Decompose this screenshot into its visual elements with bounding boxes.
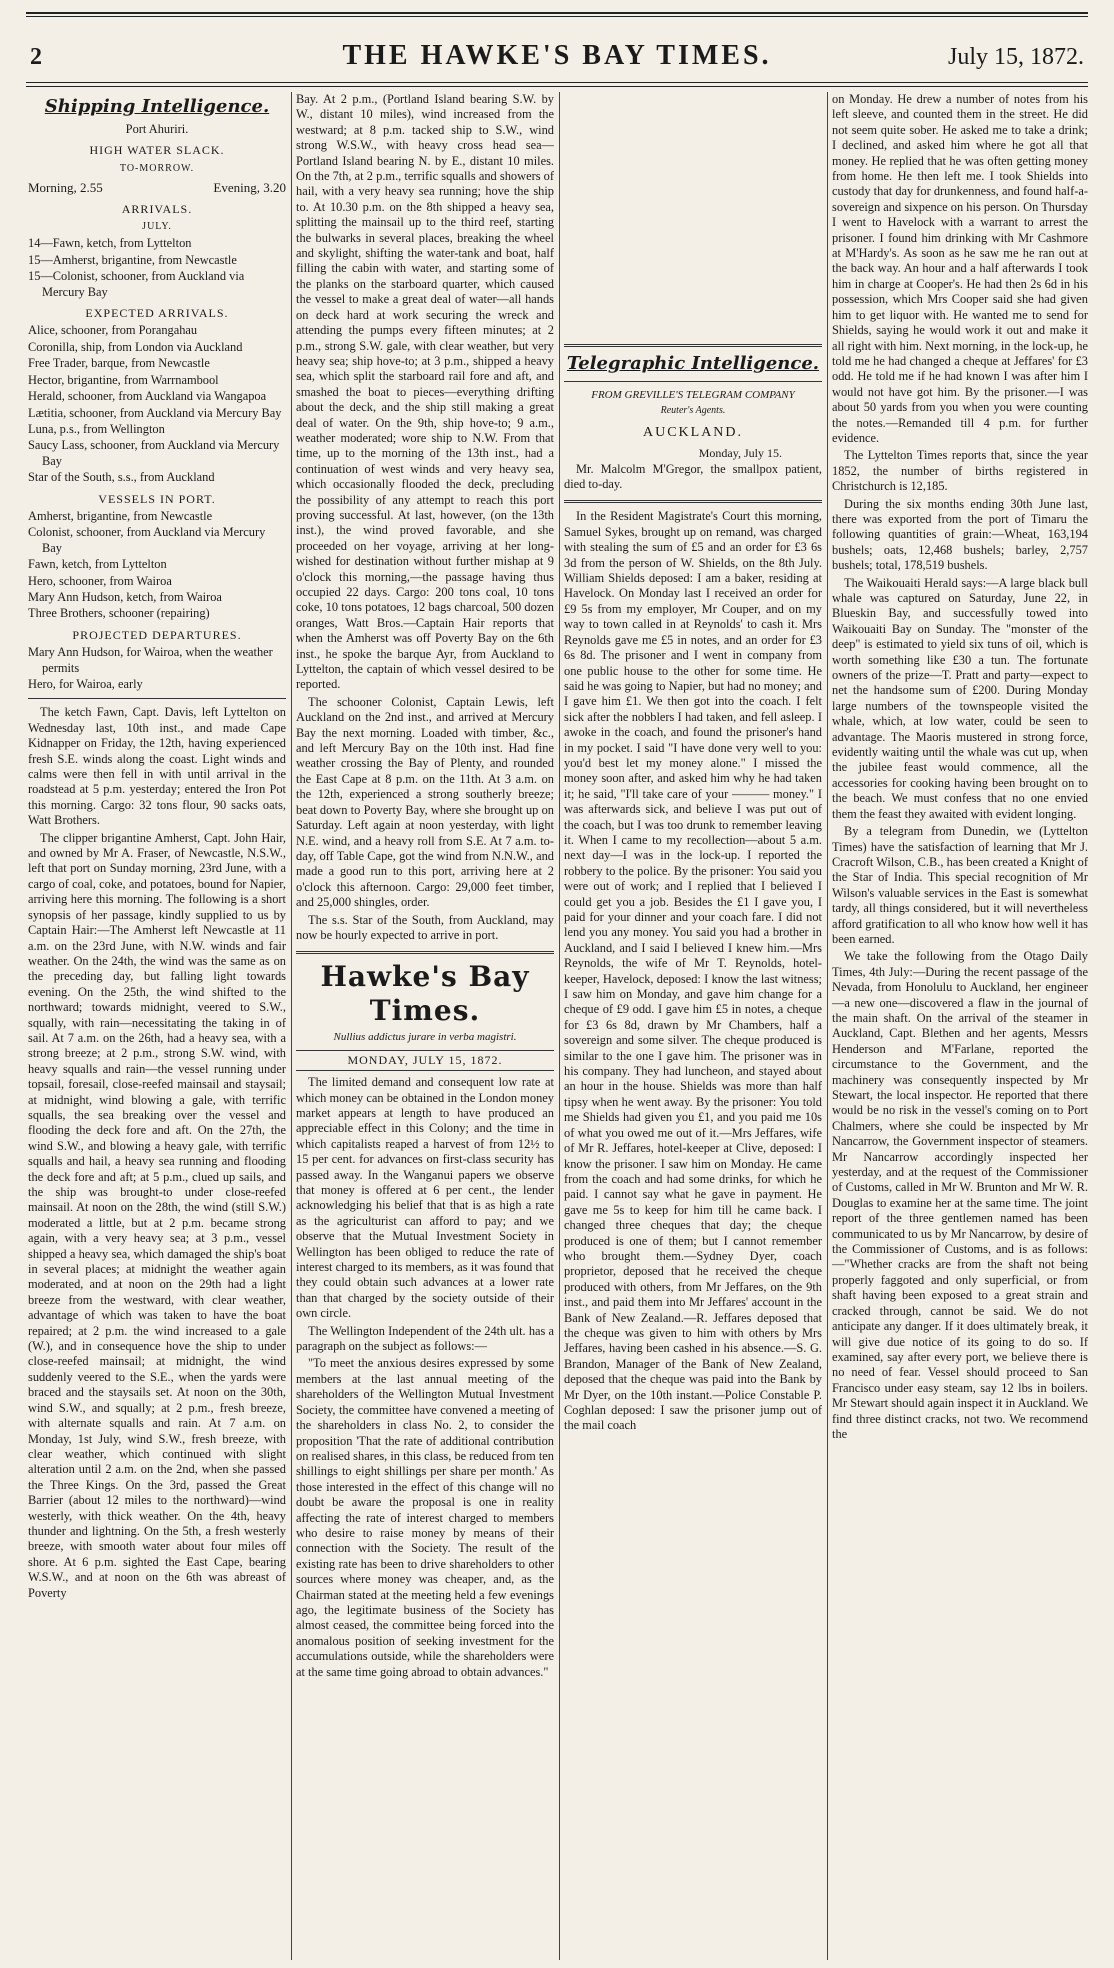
editorial-date: MONDAY, JULY 15, 1872.: [296, 1050, 554, 1071]
colonist-report: The schooner Colonist, Captain Lewis, left Auckland on the 2nd inst., and arrived at Mercury Bay the next morning. Loaded with timber, &c., and left Mercury Bay on the 10th inst. Had fine weather crossing the Bay of Plenty, and rounded the East Cape at 8 p.m. on the 11th. At 3 a.m. on the 12th, experienced a strong southerly breeze; beat down to Poverty Bay, where she brought up on Saturday. Left again at noon yesterday, with light N.E. wind, and a heavy roll from S.E. At 7 a.m. to-day, off Table Cape, got the wind from N.N.W., and made a good run to this port, arriving here at 2 o'clock this afternoon. Cargo: 29,000 feet timber, and 25,000 shingles, order.: [296, 694, 554, 910]
newspaper-title: THE HAWKE'S BAY TIMES.: [342, 40, 772, 71]
in-port-label: VESSELS IN PORT.: [98, 491, 216, 506]
editorial-paper-name: Hawke's Bay Times.: [320, 960, 530, 1028]
in-port-item: Fawn, ketch, from Lyttelton: [28, 557, 167, 572]
tomorrow-label: TO-MORROW.: [119, 162, 195, 174]
shipping-heading: Shipping Intelligence.: [44, 96, 270, 117]
expected-item: Luna, p.s., from Wellington: [28, 421, 165, 436]
expected-label: EXPECTED ARRIVALS.: [85, 306, 229, 321]
top-rule-thin: [26, 16, 1088, 17]
telegram-agents: Reuter's Agents.: [660, 405, 726, 417]
top-rule: [26, 12, 1088, 14]
in-port-item: Three Brothers, schooner (repairing): [28, 606, 210, 621]
star-report: The s.s. Star of the South, from Auckland, may now be hourly expected to arrive in port.: [296, 912, 554, 942]
telegram-text: Mr. Malcolm M'Gregor, the smallpox patient, died to-day.: [564, 461, 822, 492]
expected-item: Lætitia, schooner, from Auckland via Mercury Bay: [28, 405, 282, 420]
arrivals-month: JULY.: [142, 221, 172, 233]
expected-item: Saucy Lass, schooner, from Auckland via Mercury Bay: [28, 438, 280, 468]
expected-item: Alice, schooner, from Porangahau: [28, 323, 198, 338]
column-4: [832, 92, 1088, 1960]
departure-item: Hero, for Wairoa, early: [28, 677, 143, 691]
arrival-item: 15—Colonist, schooner, from Auckland via Mercury Bay: [28, 269, 245, 299]
paper-motto: Nullius addictus jurare in verba magistri.: [333, 1031, 517, 1044]
masthead: [30, 38, 1084, 78]
arrival-item: 14—Fawn, ketch, from Lyttelton: [28, 236, 192, 251]
nevada-note: We take the following from the Otago Daily Times, 4th July:—During the recent passage of the Nevada, from Honolulu to Auckland, her engineer—a new one—discovered a flaw in the journal of the main shaft. On the arrival of the steamer in Auckland, Capt. Blethen and her agents, Messrs Henderson and M'Farlane, reported the circumstance to the Government, and the machinery was consequently inspected by Mr Stewart, the local inspector. He reported that there would be no risk in the vessel's coming on to Port Chalmers, where she could be inspected by Mr Nancarrow, the Government inspector of steamers. Mr Nancarrow accordingly inspected her yesterday, and at the request of the Commissioner of Customs, called in Mr W. Brunton and Mr W. R. Douglas to examine her at the same time. The joint report of the three gentlemen named has been communicated to us by Mr Nancarrow, by desire of the Commissioner of Customs, and is as follows:—"Whether cracks are from the shaft not being properly faggoted and only superficial, or from shaft having been exposed to a great strain and cracked through, cannot be said. We do not anticipate any danger. If it does ultimately break, it will give due notice of its going to do so. If examined, say after every port, we believe there is no need of fear. Vessel should proceed to San Francisco under easy steam, say 12 lbs in boilers. Mr Stewart should again inspect it in Auckland. We find three distinct cracks, not two. We recommend the: [832, 949, 1088, 1441]
whale-note: The Waikouaiti Herald says:—A large black bull whale was captured on Saturday, June 22, in Blueskin Bay, and successfully towed into Waikouaiti Bay on Sunday. The "monster of the deep" is estimated to yield six tuns of oil, which is worth something like £30 a tun. The fortunate owners of the prize—T. Pratt and party—expect to net the handsome sum of £200. During Monday large numbers of the townspeople visited the whale, which, at low water, could be seen to advantage. The Maoris mustered in strong force, evidently waiting until the whale was cut up, when the jubilee feast would commence, all the accessories for cooking having been brought on to the beach. We must confess that no one envied them the feast they awaited with evident longing.: [832, 575, 1088, 821]
departure-item: Mary Ann Hudson, for Wairoa, when the weather permits: [28, 645, 273, 675]
separator: [564, 344, 822, 347]
high-water-label: HIGH WATER SLACK.: [89, 143, 225, 158]
telegram-city: AUCKLAND.: [642, 424, 744, 440]
in-port-item: Hero, schooner, from Wairoa: [28, 573, 172, 588]
telegraphic-heading: Telegraphic Intelligence.: [566, 353, 820, 374]
editorial-paragraph: The limited demand and consequent low rate at which money can be obtained in the London money market appears at length to have produced an appreciable effect in this Colony; and the time in which capitalists reaped a harvest of from 12½ to 15 per cent. for advances on first-class security has passed away. In the Wanganui papers we observe that money is offered at 6 per cent., the lender acknowledging his belief that that is as high a rate as the agriculturist can afford to pay; and we observe that the Mutual Investment Society in Wellington has been obliged to reduce the rate of interest charged to its members, as it was found that they could obtain such advances at a lower rate than that charged by the society outside of their own circle.: [296, 1075, 554, 1321]
tide-times: [28, 180, 286, 195]
port-name: Port Ahuriri.: [125, 122, 189, 136]
evening-tide: Evening, 3.20: [213, 180, 286, 196]
expected-item: Coronilla, ship, from London via Auckland: [28, 339, 243, 354]
in-port-item: Colonist, schooner, from Auckland via Mercury Bay: [28, 525, 266, 555]
masthead-rule: [26, 82, 1088, 83]
departures-label: PROJECTED DEPARTURES.: [72, 627, 242, 642]
telegram-agency: FROM GREVILLE'S TELEGRAM COMPANY: [591, 389, 795, 401]
timaru-note: During the six months ending 30th June last, there was exported from the port of Timaru the following quantities of grain:—Wheat, 163,194 bushels; oats, 12,468 bushels; barley, 2,757 bushels; total, 178,519 bushels.: [832, 496, 1088, 573]
amherst-report: The clipper brigantine Amherst, Capt. John Hair, and owned by Mr A. Fraser, of Newcastle, N.S.W., left that port on Sunday morning, 23rd June, with a cargo of coal, coke, and potatoes, bound for Napier, arriving here this morning. The following is a short synopsis of her passage, kindly supplied to us by Captain Hair:—The Amherst left Newcastle at 11 a.m. on the 23rd June, with N.W. winds and fair weather. On the 24th, the wind was the same as on the preceding day, but falling light towards evening. On the 25th, the wind shifted to the northward; towards midnight, veered to S.W., squally, with rain—necessitating the taking in of sail. At 7 a.m. on the 26th, had a heavy sea, with a strong breeze; at 2 p.m., strong S.W. wind, with heavy squalls and rain—the vessel running under topsail, foresail, close-reefed mainsail and staysail; at midnight, wind blowing a gale, with terrific squalls, the sea breaking over the vessel and flooding the deck fore and aft. On the 27th, the wind S.W., and blowing a heavy gale, with terrific squalls and hail, a heavy sea running and flooding the deck fore and aft; at 5 p.m., clued up sails, and the ship was brought-to under close-reefed mainsail. At noon on the 28th, the wind (still S.W.) moderated a little, but at 2 p.m. became strong again, with a very heavy sea; at 3 p.m., vessel shipped a heavy sea, which damaged the ship's boat in several places; at midnight the weather again moderated, and at noon on the 29th had a light breeze from the westward, with clear weather, advantage of which was taken to have the boat repaired; at 2 p.m. the wind increased to a gale (W.), and in consequence hove the ship to under close-reefed mainsail; at midnight, the wind suddenly veered to the S.E., when the yards were braced and the staysails set. At noon on the 30th, wind S.W., and squally; at 2 p.m., fresh breeze, with alternate squalls and rain. At 7 a.m. on Monday, 1st July, wind S.W., fresh breeze, with clear weather, which continued with slight alteration until 2 a.m. on the 2nd, when she passed the Three Kings. On the 3rd, passed the Great Barrier (about 12 miles to the northward)—wind westerly, with thick weather. On the 4th, heavy thunder and lightning. On the 5th, a fresh westerly breeze, with smooth water about four miles off shore. At 6 p.m. sighted the East Cape, bearing W.S.W., and at noon on the 6th was abreast of Poverty: [28, 830, 286, 1600]
amherst-report-continued: Bay. At 2 p.m., (Portland Island bearing S.W. by W., distant 10 miles), wind increased from the westward; at 8 p.m. tacked ship to S.W., wind strong W.S.W., with heavy cross head sea—Portland Island bearing N. by E., distant 10 miles. On the 7th, at 2 p.m., terrific squalls and showers of hail, with a very heavy sea running; hove the ship to. At 10.30 p.m. on the 8th shipped a heavy sea, splitting the mainsail up to the third reef, starting the bulwarks in several places, breaking the wheel and skylight, shifting the water-tank and boat, half filling the cabin with water, and starting some of the planks on the starboard quarter, which caused the vessel to make a great deal of water—all hands on deck hard at work securing the wreck and attending the pumps every fifteen minutes; at 2 p.m., strong S.W. gale, with clear weather, but very heavy sea; ship hove-to; at 3 p.m., shipped a heavy sea, which split the starboard rail fore and aft, and smashed the boat to pieces—everything drifting about the deck, and the ship still making a great deal of water. On the 9th, ship hove-to; 9 a.m., weather moderated; wore ship to N.W. From that time, up to the morning of the 13th inst., had a continuation of west winds and very heavy sea, which occasionally flooded the deck, precluding the possibility of any attempt to reach this port proving successful. At last, however, (on the 13th inst.), the wind proved favorable, and she proceeded on her voyage, arriving at her long-wished for destination without further mishap at 9 o'clock this morning,—the passage having thus occupied 22 days. Cargo: 200 tons coal, 10 tons coke, 10 tons potatoes, 12 bags charcoal, 500 dozen oranges, Watt Bros.—Captain Hair reports that when the Amherst was off Poverty Bay on the 6th inst., he spoke the barque Ayr, from Auckland to Lyttelton, the captain of which vessel desired to be reported.: [296, 92, 554, 692]
editorial-quote-spill: [564, 92, 822, 336]
expected-item: Free Trader, barque, from Newcastle: [28, 356, 210, 371]
telegram-date: Monday, July 15.: [698, 446, 782, 461]
arrivals-label: ARRIVALS.: [121, 201, 193, 216]
in-port-item: Amherst, brigantine, from Newcastle: [28, 508, 213, 523]
expected-item: Hector, brigantine, from Warrnambool: [28, 372, 219, 387]
editorial-paragraph: The Wellington Independent of the 24th ult. has a paragraph on the subject as follows:—: [296, 1323, 554, 1354]
column-divider: [291, 92, 292, 1960]
editorial-quote: "To meet the anxious desires expressed by some members at the last annual meeting of the shareholders of the Wellington Mutual Investment Society, the committee have convened a meeting of the shareholders in class No. 2, to consider the proposition 'That the rate of additional contribution on realised shares, in this class, be reduced from ten shillings to eight shillings per share per month.' As those interested in the effect of this change will no doubt be aware the proposal is one in reality affecting the rate of interest charged to members who desire to raise money by means of their connection with the Society. The result of the existing rate has been to drive shareholders to other sources where money was cheaper, and, as the Chairman stated at the meeting held a few evenings ago, the legitimate business of the Society has almost ceased, the committee being forced into the anomalous position of seeking investment for the accumulations outside, while the shareholders were at the same time going abroad to obtain advances.": [296, 1356, 554, 1679]
expected-item: Star of the South, s.s., from Auckland: [28, 470, 215, 485]
court-report: In the Resident Magistrate's Court this morning, Samuel Sykes, brought up on remand, was charged with stealing the sum of £5 and an order for £3 6s 3d from the person of W. Shields, on the 8th July. William Shields deposed: I am a baker, residing at Havelock. On Monday last I received an order for £9 5s from my employer, Mr Couper, and on my way to town called in at Reynolds' to cash it. Mrs Reynolds gave me £5 in notes, and an order for £3 6s 8d. The prisoner and I went in company from one public house to the other for some time. He said he was going to Napier, but had no money; and I gave him £1. We then got into the coach. I felt sick after the nobblers I had taken, and fell asleep. I awoke in the coach, and found the prisoner's hand in my pocket. I said "I have done very well to you: you'd best let my money alone." I missed the money soon after, and asked him why he had taken it; he said, "I'll take care of your ——— money." I was afterwards sick, and believe I was put out of the coach, but I was too drunk to remember leaving it. When I came to my recollection—about 5 a.m. next day—I was in the lock-up. I reported the robbery to the police. By the prisoner: You said you were out of work; and I replied that I believed I could get you a job. Besides the £1 I gave you, I paid for your dinner and your coach fare. I did not lend you any money. You said you had a brother in Auckland, and I said I believed I knew him.—Mrs Reynolds, the wife of Mr T. Reynolds, hotel-keeper, Havelock, deposed: I know the last witness; I saw him on Monday, and gave him change for a cheque of £9 odd. I gave him £5 in notes, a cheque for £3 6s 8d, drawn by Mr Chambers, half a sovereign and some silver. The cheque produced is similar to the one I gave him. The prisoner was in his company. They had luncheon, and stayed about an hour in the house. Shields was more than half tipsy when he went away. By the prisoner: You told me Shields had given you £1, and you paid me 10s of what you owed me out of it.—Mrs Jeffares, wife of Mr R. Jeffares, hotel-keeper at Clive, deposed: I know the prisoner. I saw him on Monday. He came from the coach and had some drinks, for which he paid. I cannot say what he gave in payment. He gave me 5s to keep for him till he came back. I changed three cheques that day; the cheque produced is one of them; but I cannot remember who brought them.—Sydney Dyer, coach proprietor, deposed that he received the cheque produced with others, from Mr Jeffares, on the 9th inst., and paid them into Mr Jeffares' account in the Bank of New Zealand.—R. Jeffares deposed that the cheque was given to him with others by Mrs Jeffares, having been cashed in his absence.—S. G. Brandon, Manager of the Bank of New Zealand, deposed that the cheque was paid into the Bank by Mr Dyer, on the 10th instant.—Police Constable P. Coghlan deposed: I saw the prisoner jump out of the mail coach: [564, 509, 822, 1433]
page-number: 2: [30, 44, 42, 70]
column-3: [564, 92, 822, 1960]
morning-tide: Morning, 2.55: [28, 180, 103, 196]
issue-date: July 15, 1872.: [947, 44, 1084, 70]
separator: [296, 951, 554, 954]
expected-item: Herald, schooner, from Auckland via Wangapoa: [28, 389, 267, 404]
column-divider: [559, 92, 560, 1960]
births-note: The Lyttelton Times reports that, since the year 1852, the number of births registered in Christchurch is 12,185.: [832, 448, 1088, 494]
column-2: [296, 92, 554, 1960]
in-port-item: Mary Ann Hudson, ketch, from Wairoa: [28, 589, 222, 604]
column-1: [28, 92, 286, 1960]
fawn-report: The ketch Fawn, Capt. Davis, left Lyttelton on Wednesday last, 10th inst., and made Cape Kidnapper on Friday, the 12th, having experienced fresh S.E. winds along the coast. Light winds and calms were then fell in with until arrival in the roadstead at 5 p.m. yesterday; entered the Iron Pot this morning. Cargo: 32 tons flour, 90 sacks oats, Watt Brothers.: [28, 705, 286, 828]
arrival-item: 15—Amherst, brigantine, from Newcastle: [28, 252, 237, 267]
separator: [28, 698, 286, 699]
court-report-continued: on Monday. He drew a number of notes from his left sleeve, and counted them in the street. He did not seem quite sober. He asked me to take a drink; I declined, and asked him where he got all that money. He replied that he was often getting money from home. He then left me. I took Shields into custody that day for drunkenness, and found half-a-sovereign and sixpence on his person. On Thursday I went to Havelock with a warrant to arrest the prisoner. I found him drinking with Mr Cashmore at M'Hardy's. As soon as he saw me he ran out at the back way. An hour and a half afterwards I took him in charge at Cooper's. He had then 2s 6d in his possession, which Mrs Cooper said she had given him to get liquor with. He wanted me to send for Shields, saying he would work it out and make it all right with him. Next morning, in the lock-up, he told me he had changed a cheque at Jeffares' for £3 odd. He told me if he had known I was after him I would not have got him. By the prisoner.—I was about 50 yards from you when you were counting the notes.—Remanded till 4 p.m. for further evidence.: [832, 92, 1088, 445]
masthead-rule-thin: [26, 86, 1088, 87]
knight-note: By a telegram from Dunedin, we (Lyttelton Times) have the satisfaction of learning that Mr J. Cracroft Wilson, C.B., has been created a Knight of the Star of India. This special recognition of Mr Wilson's valuable services in the East is somewhat tardy, all things considered, but it will nevertheless afford gratification to all who know how well it has been earned.: [832, 824, 1088, 946]
column-divider: [827, 92, 828, 1960]
separator: [564, 500, 822, 503]
separator: [564, 381, 822, 382]
